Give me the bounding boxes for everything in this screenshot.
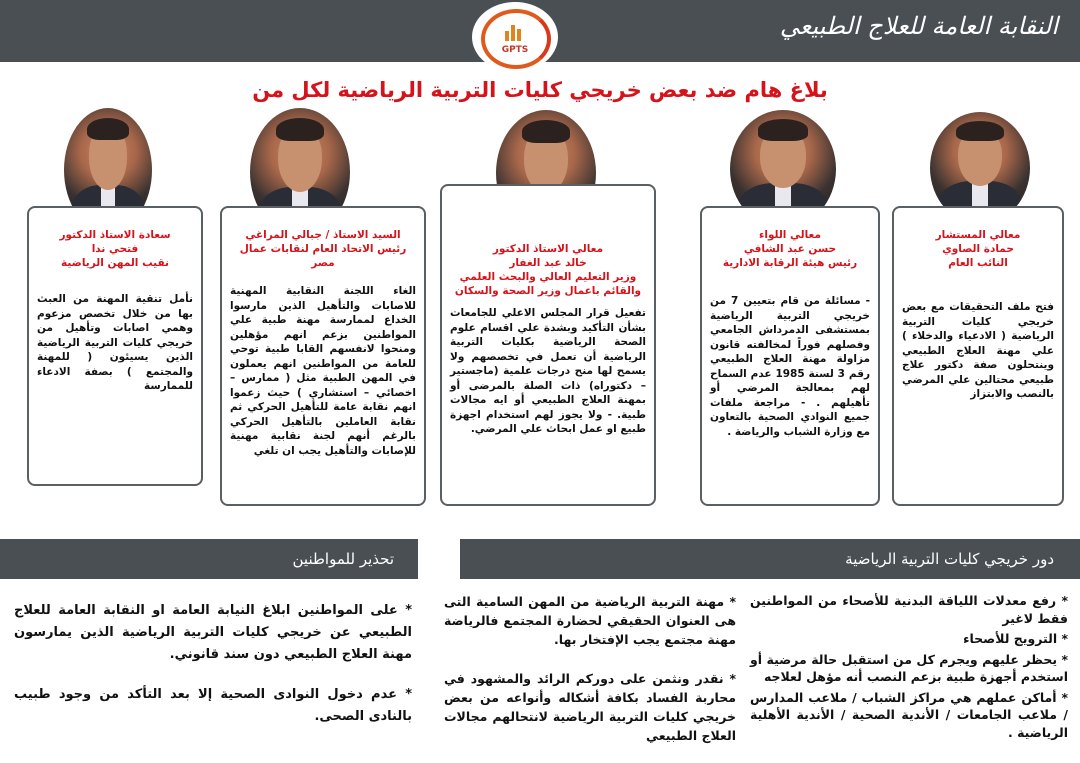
card-body: - مسائلة من قام بتعيين 7 من خريجي التربية الرياضية بمستشفى الدمرداش الجامعي وفصلهم فوراً لمخالفته قانون مزاولة مهنة العلاج الطبيعي رقم 3 لسنة 1985 عدم السماح لهم بمعالجة المرضي أو تأهيلهم . - مراجعة ملفات جميع النوادي الصحية بالتعاون مع وزارة الشباب والرياضة . [710, 295, 870, 438]
section-warning-bar [0, 539, 418, 579]
card-name: سعادة الاستاذ الدكتور فتحي ندا نقيب المهن الرياضية [59, 229, 171, 269]
card-body: نأمل تنقية المهنة من العبث بها من خلال تخصص مزعوم وهمي اصابات وتأهيل من خريجي كليات التربية الرياضية الذين يسيئون ( للمهنة والمجتمع ) بصفة الادعاء للممارسة [37, 293, 193, 392]
list-item: * مهنة التربية الرياضية من المهن السامية التى هى العنوان الحقيقي لحضارة المجتمع فالرياضة مهنة مجتمع يجب الإفتخار بها. [444, 594, 736, 647]
list-item: * نقدر ونثمن على دوركم الرائد والمشهود في محاربة الفساد بكافة أشكاله وأنواعه من بعض خريجي كليات التربية الرياضية لانتحالهم مجالات العلاج الطبيعي [444, 671, 736, 743]
card-union-president [220, 206, 426, 506]
card-name: السيد الاستاذ / جبالي المراغي رئيس الاتحاد العام لنقابات عمال مصر [239, 229, 407, 269]
list-item: * أماكن عملهم هي مراكز الشباب / ملاعب المدارس / ملاعب الجامعات / الأندية الصحية / الأندية الأهلية الرياضية . [750, 689, 1068, 740]
card-attorney-general [892, 206, 1064, 506]
header-title: النقابة العامة للعلاج الطبيعي [779, 12, 1058, 40]
section-role-title: دور خريجي كليات التربية الرياضية [845, 550, 1054, 568]
card-sports-syndicate [27, 206, 203, 486]
card-body: الغاء اللجنة النقابية المهنية للاصابات والتأهيل الذين مارسوا الخداع لممارسة مهنة طبية علي المواطنين بزعم انهم مؤهلين ومنحوا لانفسهم القابا طبية توحي للعامة من المواطنين انهم يعملون في المهن الطبية مثل ( ممارس – اخصائي – استشاري ) حيث زعموا انهم نقابة عامة للتأهيل الحركي ثم نقابة العاملين بالتأهيل الحركي بالرغم أنهم لجنة نقابية مهنية للإصابات والتأهيل يجب ان تلغي [230, 285, 416, 457]
gpts-logo [472, 2, 558, 72]
role-list-right [750, 592, 1068, 741]
card-admin-control [700, 206, 880, 506]
card-minister [440, 184, 656, 506]
card-body: تفعيل قرار المجلس الاعلي للجامعات بشأن التأكيد وبشدة علي اقسام علوم الصحة الرياضية بكليات التربية الرياضية أن تعمل في تخصصهم ولا يسمح لها منح درجات علمية (ماجستير – دكتوراه) ذات الصلة بالمرضى أو بمهنة العلاج الطبيعي أو ايه مجالات طبية. - ولا يجوز لهم استخدام اجهزة طبيع او عمل ابحاث علي المرضي. [450, 307, 646, 435]
section-role-bar [460, 539, 1080, 579]
list-item: * عدم دخول النوادى الصحية إلا بعد التأكد من وجود طبيب بالنادى الصحى. [14, 687, 412, 724]
role-list-mid [444, 592, 736, 745]
list-item: * الترويج للأصحاء [963, 631, 1068, 646]
logo-figure-icon [505, 19, 525, 41]
card-body: فتح ملف التحقيقات مع بعض خريجي كليات التربية الرياضية ( الادعياء والدخلاء ) علي مهنة العلاج الطبيعي وينتحلون صفة دكتور علاج طبيعي محتالين علي المرضي بالنصب والابتزاز [902, 301, 1054, 400]
list-item: * يحظر عليهم ويجرم كل من استقبل حالة مرضية أو استخدم أجهزة طبية بزعم النصب أنه مؤهل لعلاجه [750, 651, 1068, 684]
warning-list [14, 600, 412, 728]
logo-text: GPTS [501, 45, 529, 55]
main-title: بلاغ هام ضد بعض خريجي كليات التربية الرياضية لكل من [252, 78, 828, 102]
section-warning-title: تحذير للمواطنين [292, 550, 394, 568]
list-item: * على المواطنين ابلاغ النيابة العامة او النقابة العامة للعلاج الطبيعي عن خريجي كليات التربية الرياضية الذين يمارسون مهنة العلاج الطبيعي دون سند قانوني. [14, 603, 412, 662]
list-item: * رفع معدلات اللياقة البدنية للأصحاء من المواطنين فقط لاغير [750, 593, 1068, 626]
card-name: معالي المستشار حمادة الصاوي النائب العام [935, 229, 1021, 269]
card-name: معالي الاستاذ الدكتور خالد عبد الغفار وزير التعليم العالي والبحث العلمي والقائم باعمال وزير الصحة والسكان [454, 243, 642, 297]
card-name: معالي اللواء حسن عبد الشافي رئيس هيئة الرقابة الادارية [722, 229, 858, 269]
